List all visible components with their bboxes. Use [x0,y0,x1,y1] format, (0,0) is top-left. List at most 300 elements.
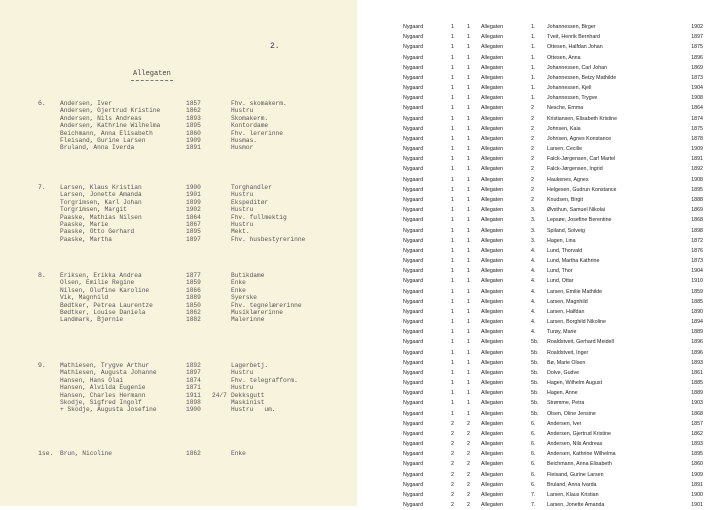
house-cell: 1 [467,115,470,122]
table-row [403,459,703,469]
street-cell: Allegaten [481,319,504,326]
household-row [38,384,321,391]
year-cell: 1875 [691,125,703,132]
household-row [38,122,321,129]
ward-cell: 1 [451,64,454,71]
ward-cell: 1 [451,278,454,285]
ward-cell: 1 [451,125,454,132]
ward-cell: 1 [451,288,454,295]
year-cell: 1860 [691,461,703,468]
household-row [38,377,321,384]
table-row [403,124,703,134]
name-cell: Andersen, Iver [547,420,582,427]
birth-year: 1892 [186,361,201,369]
street-number-cell: 5b. [531,390,539,397]
birth-year: 1859 [186,279,201,287]
occupation: Fhv. telegrafform. [231,376,298,384]
street-number-cell: 3. [531,217,536,224]
house-cell: 1 [467,268,470,275]
street-number-cell: 1. [531,34,536,41]
street-number-cell: 2 [531,186,534,193]
table-row [403,144,703,154]
house-cell: 2 [467,481,470,488]
ward-cell: 2 [451,430,454,437]
farm-cell: Nygaard [403,54,424,61]
person-name: Landmark, Bjørnie [60,316,124,324]
farm-cell: Nygaard [403,135,424,142]
street-number-cell: 5b. [531,349,539,356]
street-cell: Allegaten [481,197,504,203]
year-cell: 1889 [691,329,703,336]
household-number: 9. [38,362,46,370]
household-number: 8. [38,272,46,280]
street-cell: Allegaten [481,268,504,275]
farm-cell: Nygaard [403,400,424,407]
occupation: Malerinne [231,316,265,324]
birth-year: 1900 [186,406,201,414]
name-cell: Hagen, Lina [547,237,576,244]
year-cell: 1909 [691,146,703,153]
farm-cell: Nygaard [403,359,424,366]
house-cell: 1 [467,278,470,285]
house-cell: 1 [467,359,470,366]
household-row [38,369,321,376]
street-cell: Allegaten [481,54,504,61]
occupation: Ekspeditør [231,198,269,206]
household-row [38,392,321,399]
farm-cell: Nygaard [403,390,424,397]
year-cell: 1908 [691,176,703,183]
street-cell: Allegaten [481,329,504,336]
birth-year: 1871 [186,384,201,392]
person-name: Bødtker, Petrea Laurentze [60,301,153,309]
street-cell: Allegaten [481,481,504,488]
year-cell: 1896 [691,349,703,356]
name-cell: Johnsen, Agnes Konstance [547,135,612,142]
street-cell: Allegaten [481,369,504,376]
street-cell: Allegaten [481,135,504,142]
street-cell: Allegaten [481,105,504,112]
year-cell: 1903 [691,400,703,407]
person-name: Andersen, Gjertrud Kristine [60,107,161,115]
year-cell: 1874 [691,115,703,122]
ward-cell: 1 [451,24,454,31]
name-cell: Turøy, Marie [547,329,577,336]
table-row [403,195,703,205]
house-cell: 1 [467,125,470,132]
year-cell: 1891 [691,156,703,163]
ward-cell: 1 [451,369,454,376]
birth-year: 1893 [186,114,201,122]
farm-cell: Nygaard [403,502,424,509]
name-cell: Dolve, Gudve [547,369,580,376]
ward-cell: 1 [451,186,454,193]
house-cell: 1 [467,298,470,305]
birth-year: 1902 [186,206,201,214]
name-cell: Fleisand, Gurine Larsen [547,471,604,478]
name-cell: Falck-Jørgensen, Ingrid [547,166,603,173]
occupation: Musiklærerinne [231,308,283,316]
ward-cell: 1 [451,339,454,346]
household-group [38,100,321,152]
year-cell: 1885 [691,380,703,387]
year-cell: 1893 [691,441,703,448]
ward-cell: 1 [451,95,454,102]
street-number-cell: 2 [531,135,534,142]
household-row [38,279,321,286]
person-name: Hansen, Charles Hermann [60,391,146,399]
birth-year: 1882 [186,316,201,324]
ward-cell: 1 [451,166,454,173]
ward-cell: 1 [451,349,454,356]
household-row [38,406,321,413]
occupation: Enke [231,449,246,457]
name-cell: Nesche, Emma [547,105,584,112]
occupation: Fhv. skomakerm. [231,99,287,107]
household-row [38,221,321,228]
table-row [403,480,703,490]
street-number-cell: 3. [531,207,536,214]
name-cell: Andersen, Gjertrud Kristine [547,430,611,437]
name-cell: Lund, Ottar [547,278,574,285]
birth-year: 1898 [186,398,201,406]
ward-cell: 1 [451,105,454,112]
ward-cell: 1 [451,146,454,153]
house-cell: 1 [467,288,470,295]
name-cell: Knudsen, Birgit [547,197,583,203]
street-cell: Allegaten [481,247,504,254]
occupation: Hustru [231,107,254,115]
ward-cell: 1 [451,44,454,51]
street-cell: Allegaten [481,278,504,285]
person-name: Andersen, Nils Andreas [60,114,142,122]
street-cell: Allegaten [481,166,504,173]
household-group [38,184,321,243]
house-cell: 2 [467,471,470,478]
table-row [403,317,703,327]
name-cell: Johannessen, Trygve [547,95,598,102]
birth-year: 1850 [186,301,201,309]
year-cell: 1895 [691,186,703,193]
table-row [403,215,703,225]
name-cell: Johannessen, Birger [547,24,596,31]
table-row [403,409,703,419]
occupation: Hustru [231,206,254,214]
household-row [38,206,321,213]
farm-cell: Nygaard [403,410,424,417]
house-cell: 1 [467,247,470,254]
farm-cell: Nygaard [403,237,424,244]
farm-cell: Nygaard [403,481,424,488]
street-cell: Allegaten [481,44,504,51]
household-number: 7. [38,184,46,192]
person-name: + Skodje, Augusta Josefine [60,406,157,414]
street-number-cell: 4. [531,308,536,315]
table-row [403,307,703,317]
ward-cell: 1 [451,135,454,142]
page-number: 2. [270,42,280,51]
year-cell: 1897 [691,34,703,41]
name-cell: Ottesen, Halfdan Johan [547,44,603,51]
ward-cell: 1 [451,217,454,224]
year-cell: 1862 [691,430,703,437]
table-row [403,32,703,42]
household-row [38,137,321,144]
birth-year: 1897 [186,369,201,377]
year-cell: 1857 [691,420,703,427]
year-cell: 1892 [691,166,703,173]
farm-cell: Nygaard [403,24,424,31]
street-number-cell: 4. [531,278,536,285]
year-cell: 1878 [691,135,703,142]
name-cell: Larsen, Klaus Kristian [547,491,599,498]
year-cell: 1876 [691,247,703,254]
ward-cell: 2 [451,502,454,509]
street-number-cell: 4. [531,258,536,265]
farm-cell: Nygaard [403,146,424,153]
ward-cell: 1 [451,258,454,265]
name-cell: Larsen, Halfdan [547,308,585,315]
street-cell: Allegaten [481,74,504,81]
street-cell: Allegaten [481,288,504,295]
house-cell: 1 [467,410,470,417]
street-number-cell: 2 [531,146,534,153]
farm-cell: Nygaard [403,227,424,234]
farm-cell: Nygaard [403,278,424,285]
farm-cell: Nygaard [403,308,424,315]
year-cell: 1888 [691,197,703,203]
table-row [403,93,703,103]
house-cell: 2 [467,451,470,458]
table-row [403,286,703,296]
street-number-cell: 5b. [531,339,539,346]
year-cell: 1898 [691,227,703,234]
person-name: Larsen, Jonette Amanda [60,191,142,199]
name-cell: Bruland, Anna Ivarda [547,481,597,488]
house-cell: 1 [467,319,470,326]
farm-cell: Nygaard [403,207,424,214]
farm-cell: Nygaard [403,44,424,51]
table-row [403,327,703,337]
street-number-cell: 2 [531,166,534,173]
occupation: Fhv. fullmektig [231,213,287,221]
name-cell: Roaldstveit, Inger [547,349,589,356]
person-name: Hansen, Alvilda Eugenie [60,384,146,392]
table-row [403,185,703,195]
ward-cell: 1 [451,298,454,305]
street-cell: Allegaten [481,471,504,478]
house-cell: 1 [467,258,470,265]
name-cell: Johannessen, Carl Johan [547,64,608,71]
name-cell: Larsen, Borghild Nikoline [547,319,606,326]
table-row [403,63,703,73]
street-cell: Allegaten [481,298,504,305]
table-row [403,358,703,368]
year-cell: 1869 [691,207,703,214]
farm-cell: Nygaard [403,441,424,448]
person-name: Paaske, Martha [60,235,112,243]
name-cell: Johannessen, Betzy Mathilde [547,74,617,81]
name-cell: Larsen, Magnhild [547,298,588,305]
name-cell: Olsen, Oline Jensine [547,410,596,417]
name-cell: Helgesen, Gudrun Konstance [547,186,617,193]
house-cell: 1 [467,74,470,81]
farm-cell: Nygaard [403,430,424,437]
name-cell: Hagen, Wilhelm August [547,380,603,387]
household-row [38,130,321,137]
person-name: Hansen, Hans Olai [60,376,124,384]
table-row [403,22,703,32]
street-cell: Allegaten [481,461,504,468]
birth-year: 1900 [186,183,201,191]
name-cell: Andersen, Kathrine Wilhelma [547,451,616,458]
street-number-cell: 1. [531,44,536,51]
occupation: Lagerbetj. [231,361,269,369]
occupation: Hustru [231,220,254,228]
street-number-cell: 1. [531,95,536,102]
street-cell: Allegaten [481,491,504,498]
household-row [38,316,321,323]
year-cell: 1864 [691,105,703,112]
year-cell: 1891 [691,481,703,488]
person-name: Eriksen, Erikka Andrea [60,271,142,279]
ward-cell: 1 [451,268,454,275]
person-name: Bødtker, Louise Daniela [60,308,146,316]
street-title-underline [131,80,173,81]
farm-cell: Nygaard [403,95,424,102]
street-number-cell: 5b. [531,369,539,376]
street-number-cell: 1. [531,64,536,71]
year-cell: 1889 [691,390,703,397]
street-cell: Allegaten [481,217,504,224]
farm-cell: Nygaard [403,247,424,254]
house-cell: 1 [467,329,470,336]
street-cell: Allegaten [481,451,504,458]
transcription-table [403,22,703,510]
year-cell: 1894 [691,319,703,326]
house-cell: 1 [467,24,470,31]
street-number-cell: 4. [531,329,536,336]
person-name: Andersen, Kathrine Wilhelma [60,122,161,130]
birth-year: 1909 [186,136,201,144]
street-number-cell: 6. [531,420,536,427]
street-number-cell: 4. [531,298,536,305]
street-number-cell: 7. [531,491,536,498]
year-cell: 1910 [691,278,703,285]
table-row [403,500,703,510]
occupation: Mekt. [231,228,250,236]
household-group [38,450,321,457]
occupation: Hustru [231,369,254,377]
street-cell: Allegaten [481,441,504,448]
street-number-cell: 4. [531,247,536,254]
table-row [403,164,703,174]
ward-cell: 1 [451,247,454,254]
table-row [403,114,703,124]
street-number-cell: 6. [531,430,536,437]
house-cell: 1 [467,95,470,102]
table-row [403,449,703,459]
year-cell: 1869 [691,64,703,71]
table-row [403,256,703,266]
occupation: Torghandler [231,183,272,191]
street-number-cell: 3. [531,237,536,244]
ward-cell: 1 [451,329,454,336]
table-row [403,42,703,52]
street-number-cell: 1. [531,85,536,92]
street-number-cell: 2 [531,105,534,112]
occupation: Fhv. husbestyrerinne [231,235,306,243]
street-cell: Allegaten [481,227,504,234]
name-cell: Tveit, Henrik Bernhard [547,34,600,41]
street-cell: Allegaten [481,186,504,193]
household-row [38,214,321,221]
household-row [38,228,321,235]
name-cell: Lepsøe, Josefine Berentine [547,217,612,224]
name-cell: Strømme, Petra [547,400,585,407]
ward-cell: 1 [451,410,454,417]
house-cell: 2 [467,420,470,427]
birth-year: 1895 [186,122,201,130]
table-row [403,225,703,235]
year-cell: 1893 [691,359,703,366]
house-cell: 1 [467,207,470,214]
person-name: Beichmann, Anna Elisabeth [60,129,153,137]
house-cell: 1 [467,390,470,397]
farm-cell: Nygaard [403,461,424,468]
house-cell: 1 [467,156,470,163]
year-cell: 1890 [691,308,703,315]
person-name: Brun, Nicoline [60,449,112,457]
person-name: Fleisand, Gurine Larsen [60,136,146,144]
table-row [403,154,703,164]
household-row [38,399,321,406]
year-cell: 1896 [691,54,703,61]
birth-year: 1864 [186,213,201,221]
household-number: 1se. [38,450,54,458]
street-number-cell: 1. [531,74,536,81]
name-cell: Kristiansen, Elisabeth Kristine [547,115,618,122]
birth-year: 1895 [186,228,201,236]
ward-cell: 2 [451,441,454,448]
name-cell: Roaldstveit, Gerhard Meidell [547,339,614,346]
house-cell: 2 [467,461,470,468]
farm-cell: Nygaard [403,74,424,81]
house-cell: 1 [467,217,470,224]
occupation: Husmor [231,144,254,152]
name-cell: Johnsen, Kaia [547,125,581,132]
birth-year: 1897 [186,235,201,243]
person-name: Paaske, Mathias Nilsen [60,213,142,221]
name-cell: Larsen, Jonette Amanda [547,502,605,509]
year-cell: 1896 [691,339,703,346]
house-cell: 1 [467,176,470,183]
table-row [403,276,703,286]
occupation: Hustru um. [231,406,276,414]
house-cell: 2 [467,491,470,498]
street-number-cell: 2 [531,115,534,122]
farm-cell: Nygaard [403,380,424,387]
table-row [403,429,703,439]
table-row [403,297,703,307]
occupation: Skomakerm. [231,114,269,122]
person-name: Olsen, Emilie Regine [60,279,135,287]
street-cell: Allegaten [481,207,504,214]
street-number-cell: 2 [531,156,534,163]
farm-cell: Nygaard [403,176,424,183]
birth-year: 1891 [186,144,201,152]
street-cell: Allegaten [481,146,504,153]
